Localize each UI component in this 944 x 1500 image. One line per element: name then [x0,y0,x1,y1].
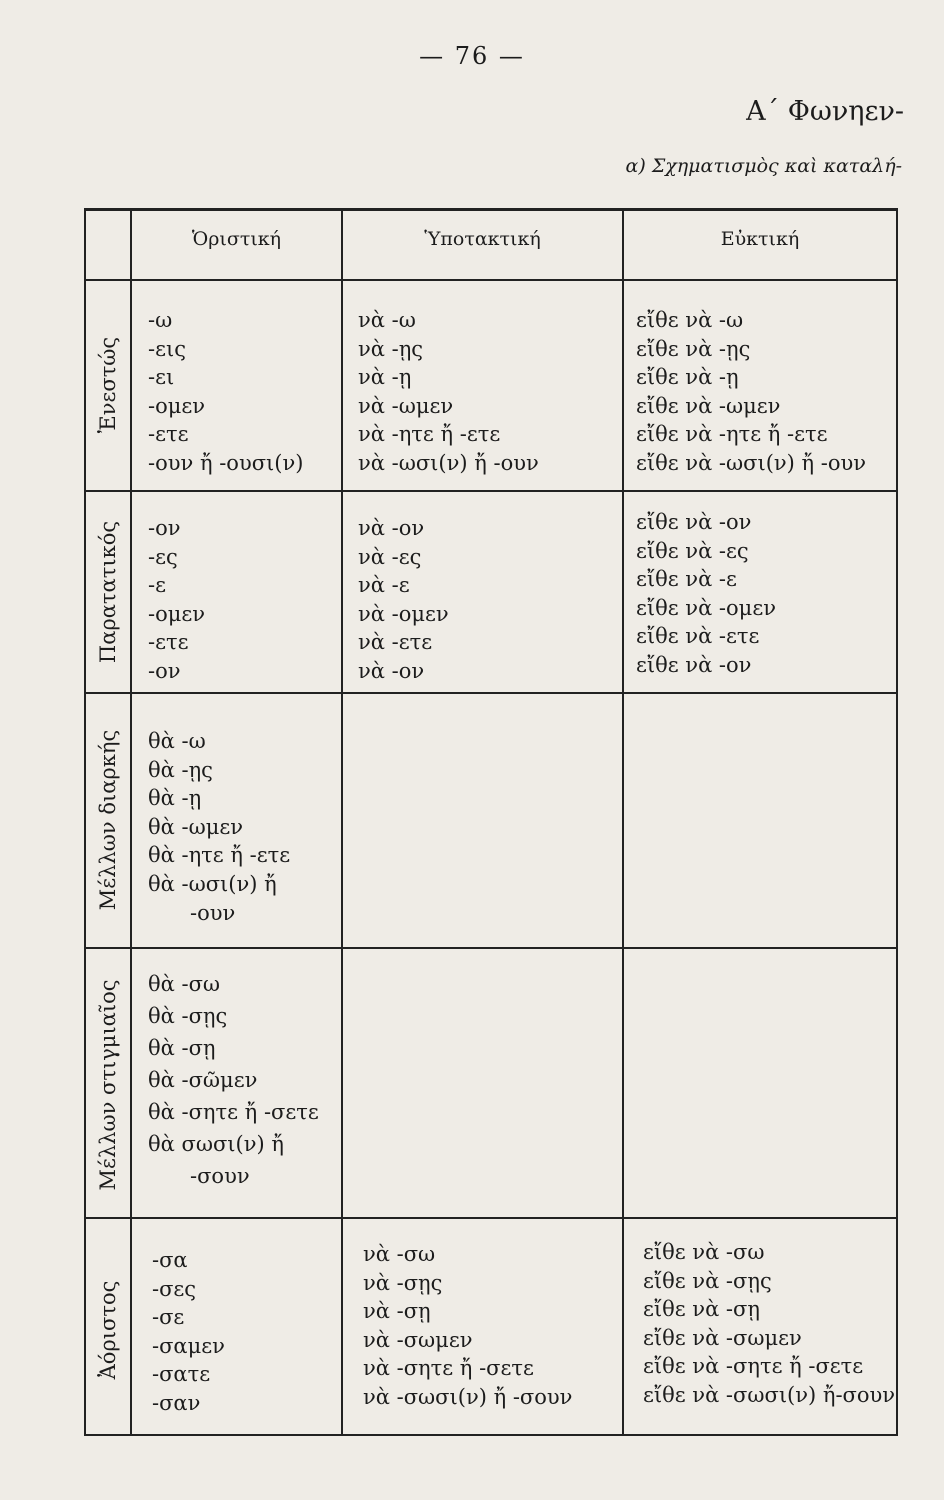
form: -εις [148,336,186,361]
form: -ες [148,544,178,569]
cell-indicative [148,727,290,927]
form: νὰ -ωσι(ν) ἤ -ουν [358,450,539,475]
form: -ετε [148,630,189,655]
form: -σατε [152,1362,211,1387]
cell-indicative [148,514,205,686]
form: εἴθε νὰ -ε [636,567,737,592]
form: θὰ -σητε ἤ -σετε [148,1100,319,1124]
section-subtitle: α) Σχηματισμὸς καὶ καταλή- [625,155,902,177]
form: θὰ σωσι(ν) ἤ [148,1132,284,1156]
form: νὰ -ητε ἤ -ετε [358,422,501,447]
form: θὰ -ῃ [148,786,202,811]
table-hline-row1 [84,490,896,492]
form: εἴθε νὰ -ετε [636,624,760,649]
form: -ον [148,516,181,540]
form: νὰ -σῃς [363,1270,443,1295]
table-vline-subjunctive [622,210,624,1436]
form: -σα [152,1248,188,1272]
form: νὰ -ομεν [358,601,449,626]
cell-indicative [148,968,319,1192]
form: -ε [148,573,166,598]
form: εἴθε νὰ -σητε ἤ -σετε [643,1354,864,1379]
form: -σαμεν [152,1333,225,1358]
form: -ον [148,658,181,683]
form: εἴθε νὰ -σῃ [643,1297,760,1322]
tense-label: Ἀόριστος [96,1280,120,1380]
tense-label: Μέλλων διαρκής [96,729,120,911]
cell-subjunctive [363,1240,572,1412]
form: θὰ -σῃ [148,1036,216,1060]
form: νὰ -σω [363,1242,436,1266]
form: -σες [152,1276,197,1301]
form: εἴθε νὰ -ον [636,510,752,534]
cell-optative [636,508,776,680]
form: -ουν ἤ -ουσι(ν) [148,450,304,475]
form: νὰ -σητε ἤ -σετε [363,1356,534,1381]
form: εἴθε νὰ -ωμεν [636,393,781,418]
form: νὰ -ετε [358,630,433,655]
header-indicative: Ὁριστική [191,228,282,250]
form: εἴθε νὰ -ομεν [636,595,776,620]
cell-indicative [152,1246,225,1418]
form: -ει [148,365,175,390]
form: -σε [152,1305,185,1330]
form: θὰ -σῃς [148,1004,228,1028]
form: εἴθε νὰ -ωσι(ν) ἤ -ουν [636,450,867,475]
cell-subjunctive [358,514,449,686]
form: νὰ -ωμεν [358,393,454,418]
form: θὰ -σῶμεν [148,1068,258,1092]
tense-label: Μέλλων στιγμιαῖος [96,979,120,1191]
form: εἴθε νὰ -ες [636,538,749,563]
form: εἴθε νὰ -σωμεν [643,1325,802,1350]
form: νὰ -ον [358,658,425,683]
form: θὰ -ωμεν [148,814,244,839]
form: εἴθε νὰ -ῃ [636,365,739,390]
form: -ομεν [148,393,206,418]
form: θὰ -ω [148,729,206,753]
header-optative: Εὐκτική [720,228,800,250]
table-vline-tense [130,210,132,1436]
tense-label: Ἐνεστώς [96,336,120,434]
form: -ω [148,308,173,332]
form: νὰ -ε [358,573,410,598]
cell-indicative [148,306,303,478]
form: εἴθε νὰ -σω [643,1240,765,1264]
form: -ουν [190,900,236,925]
form: νὰ -ες [358,544,422,569]
form: εἴθε νὰ -ῃς [636,336,751,361]
form: -ετε [148,422,189,447]
form: -ομεν [148,601,206,626]
form: θὰ -σω [148,972,221,996]
form: θὰ -ητε ἤ -ετε [148,843,291,868]
form: θὰ -ῃς [148,757,213,782]
table-hline-row3 [84,947,896,949]
table-hline-row2 [84,692,896,694]
table-vline-indicative [341,210,343,1436]
form: -σουν [190,1164,250,1188]
cell-subjunctive [358,306,539,478]
cell-optative [643,1238,895,1410]
table-hline-row4 [84,1217,896,1219]
form: εἴθε νὰ -ητε ἤ -ετε [636,422,828,447]
form: νὰ -ῃς [358,336,424,361]
form: νὰ -ω [358,308,416,332]
form: νὰ -σῃ [363,1299,431,1324]
form: νὰ -ον [358,516,425,540]
header-subjunctive: Ὑποτακτική [424,228,541,250]
form: εἴθε νὰ -σῃς [643,1268,772,1293]
section-title: Α΄ Φωνηεν- [746,96,904,127]
form: εἴθε νὰ -σωσι(ν) ἤ-σουν [643,1382,896,1407]
table-hline-header [84,279,896,281]
tense-label: Παρατατικός [96,520,120,664]
page-number: — 76 — [419,42,525,70]
form: νὰ -σωμεν [363,1327,473,1352]
form: νὰ -σωσι(ν) ἤ -σουν [363,1384,573,1409]
form: εἴθε νὰ -ον [636,652,752,677]
form: θὰ -ωσι(ν) ἤ [148,871,277,896]
form: εἴθε νὰ -ω [636,308,744,332]
cell-optative [636,306,866,478]
form: νὰ -ῃ [358,365,412,390]
form: -σαν [152,1390,201,1415]
